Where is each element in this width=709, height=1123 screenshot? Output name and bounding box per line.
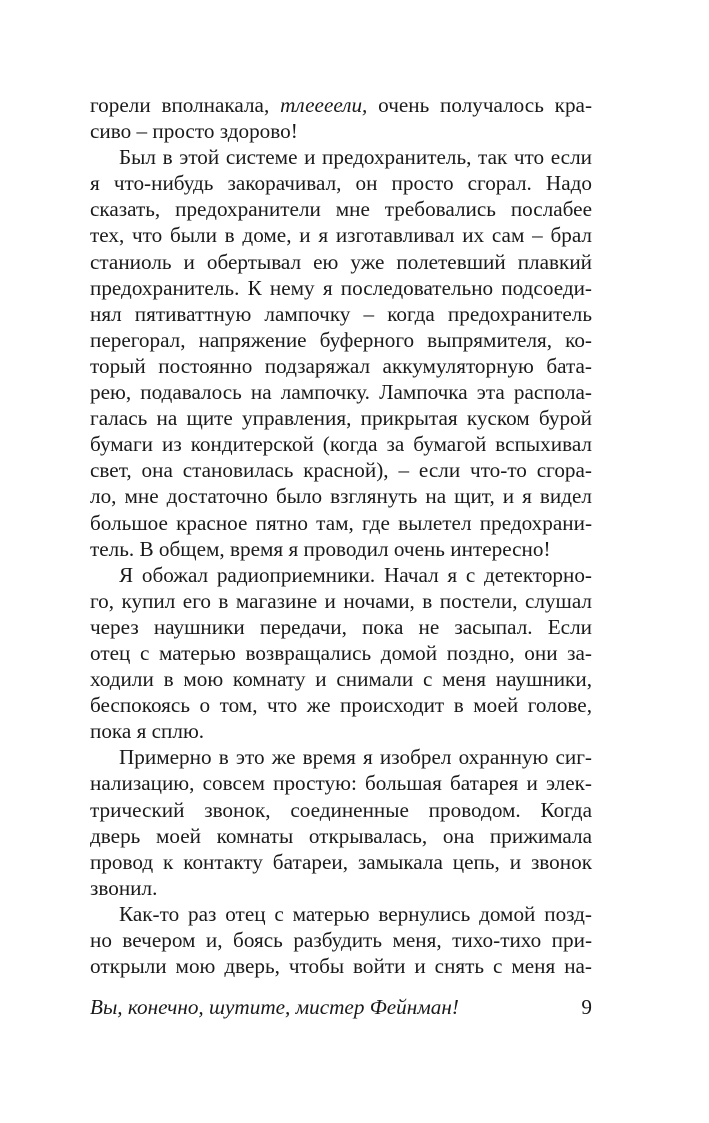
text-line: галась на щите управления, прикрытая куском бурой — [90, 406, 592, 431]
paragraph-first-line: Я обожал радиоприемники. Начал я с детекторно- — [119, 562, 592, 587]
text-line: но вечером и, боясь разбудить меня, тихо-тихо при- — [90, 928, 592, 952]
text-line: пока я сплю. — [90, 719, 205, 744]
text-line: тех, что были в доме, и я изготавливал их сам – брал — [90, 223, 592, 248]
text-line: ходили в мою комнату и снимали с меня наушники, — [90, 667, 592, 692]
text-line: го, купил его в магазине и ночами, в постели, слушал — [90, 588, 592, 613]
text-line: через наушники передачи, пока не засыпал. Если — [90, 614, 592, 639]
text-line: нализацию, совсем простую: большая батарея и элек- — [90, 771, 592, 796]
text-line: перегорал, напряжение буферного выпрямителя, ко- — [90, 327, 592, 352]
text-line: бумаги из кондитерской (когда за бумагой вспыхивал — [90, 432, 592, 457]
text-line: дверь моей комнаты открывалась, она прижимала — [90, 823, 592, 848]
text-line: свет, она становилась красной), – если что-то сгора- — [90, 458, 592, 483]
text-line: ло, мне достаточно было взглянуть на щит, и я видел — [90, 484, 592, 509]
paragraph-first-line: Как-то раз отец с матерью вернулись домой позд- — [119, 901, 592, 926]
text-segment: очень получалось кра- — [367, 93, 593, 117]
text-line: отец с матерью возвращались домой поздно, они за- — [90, 640, 592, 665]
text-line: большое красное пятно там, где вылетел предохрани- — [90, 510, 592, 535]
text-line — [90, 92, 592, 118]
paragraph-first-line: Был в этой системе и предохранитель, так что если — [119, 145, 592, 170]
text-line: предохранитель. К нему я последовательно подсоеди- — [90, 275, 592, 300]
text-line: станиоль и обертывал ею уже полетевший плавкий — [90, 249, 592, 274]
text-line: рею, подавалось на лампочку. Лампочка эта распола- — [90, 380, 592, 405]
text-line: торый постоянно подзаряжал аккумуляторную бата- — [90, 353, 592, 378]
text-line: нял пятиваттную лампочку – когда предохранитель — [90, 301, 592, 326]
text-line: я что-нибудь закорачивал, он просто сгорал. Надо — [90, 171, 592, 196]
text-line: сказать, предохранители мне требовались послабее — [90, 197, 592, 222]
text-line: открыли мою дверь, чтобы войти и снять с меня на- — [90, 954, 592, 979]
page-number: 9 — [581, 995, 592, 1019]
text-segment: горели вполнакала, — [90, 93, 281, 117]
italic-word: тлеееели, — [280, 93, 368, 117]
text-line: беспокоясь о том, что же происходит в моей голове, — [90, 693, 592, 718]
text-line: сиво – просто здорово! — [90, 119, 298, 144]
text-line: звонил. — [90, 875, 158, 900]
paragraph-first-line: Примерно в это же время я изобрел охранную сиг- — [119, 745, 592, 770]
text-line: провод к контакту батареи, замыкала цепь, и звонок — [90, 849, 592, 874]
running-title: Вы, конечно, шутите, мистер Фейнман! — [90, 995, 459, 1019]
body-text — [90, 92, 592, 979]
text-line: трический звонок, соединенные проводом. Когда — [90, 797, 592, 822]
text-line: тель. В общем, время я проводил очень интересно! — [90, 536, 551, 561]
